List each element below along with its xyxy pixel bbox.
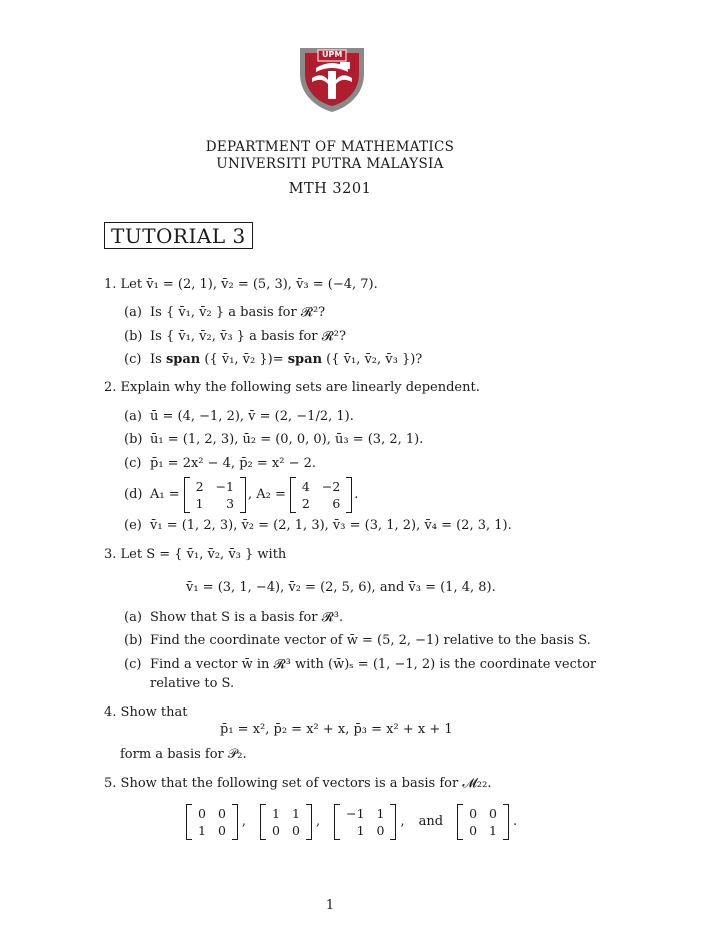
q4-tail: form a basis for 𝒫₂. [120,747,247,762]
q2-a-text: ū = (4, −1, 2), v̄ = (2, −1/2, 1). [150,409,354,424]
and-word: and [418,813,444,829]
matrix-cell: −2 [321,479,341,494]
separator: , [315,813,321,829]
q1-stem: 1. Let v̄₁ = (2, 1), v̄₂ = (5, 3), v̄₃ = (−4, 7). [104,277,378,292]
q2-b [124,432,423,448]
matrix-cell: 3 [226,496,235,511]
matrix-a2 [290,477,352,513]
q2-e-label: (e) [124,518,142,533]
end-period: . [512,813,518,829]
matrix-a1 [184,477,246,513]
department-heading: DEPARTMENT OF MATHEMATICS [205,139,455,155]
separator: , [241,813,247,829]
bracket-right [232,804,238,840]
matrix-cell: 1 [198,823,206,838]
matrix-cell: 1 [376,806,385,821]
bracket-right [503,804,509,840]
q1-c-mid: ({ v̄₁, v̄₂ })= [200,352,288,367]
matrix-cell: 4 [301,479,310,494]
q3-vectors: v̄₁ = (3, 1, −4), v̄₂ = (2, 5, 6), and v̄₃ = (1, 4, 8). [186,580,496,595]
q2-a [124,409,354,425]
university-heading: UNIVERSITI PUTRA MALAYSIA [216,156,444,172]
q2-d [124,477,358,513]
q1-c-label: (c) [124,352,142,367]
q1-c [124,352,422,368]
logo-text: UPM [322,50,343,59]
q5-matrices [186,804,521,840]
matrix-cell: 0 [489,806,497,821]
q3-b-label: (b) [124,633,143,648]
q3-a-label: (a) [124,610,142,625]
upm-logo [296,44,368,114]
q2-stem: 2. Explain why the following sets are linearly dependent. [104,380,480,395]
q3-c [124,657,596,673]
tutorial-title: TUTORIAL 3 [104,222,253,249]
matrix-cell: 0 [217,823,226,838]
separator: , [400,813,405,829]
matrix-cell: 2 [195,479,204,494]
q2-e [124,518,512,534]
q2-b-text: ū₁ = (1, 2, 3), ū₂ = (0, 0, 0), ū₃ = (3, 2, 1). [150,432,424,447]
q3-a [124,610,343,626]
q3-a-text: Show that S is a basis for 𝓡³. [150,610,344,625]
matrix-m3 [334,804,396,840]
matrix-m4 [457,804,509,840]
q2-d-label: (d) [124,486,143,502]
q1-b-text: Is { v̄₁, v̄₂, v̄₃ } a basis for 𝓡²? [150,329,346,344]
q3-c-cont: relative to S. [150,676,235,691]
page-number: 1 [325,898,335,913]
matrix-cell: −1 [215,479,235,494]
matrix-cell: 0 [198,806,206,821]
matrix-cell: 2 [301,496,310,511]
matrix-cell: 0 [376,823,385,838]
bracket-right [390,804,396,840]
q2-d-a2: , A₂ = [248,486,286,502]
q2-c-label: (c) [124,456,142,471]
q1-a [124,305,325,321]
matrix-cell: 1 [292,806,300,821]
q4-equation: p̄₁ = x², p̄₂ = x² + x, p̄₃ = x² + x + 1 [220,722,453,737]
bracket-right [306,804,312,840]
matrix-cell: 0 [217,806,226,821]
matrix-cell: 1 [272,806,280,821]
matrix-cell: 0 [272,823,280,838]
q2-c-text: p̄₁ = 2x² − 4, p̄₂ = x² − 2. [150,456,316,471]
q3-stem: 3. Let S = { v̄₁, v̄₂, v̄₃ } with [104,547,287,562]
matrix-cell: 0 [469,823,478,838]
matrix-cell: 1 [195,496,204,511]
q2-c [124,456,316,472]
q4-stem: 4. Show that [104,705,188,720]
matrix-m2 [260,804,312,840]
matrix-cell: −1 [346,806,365,821]
matrix-cell: 1 [489,823,497,838]
matrix-cell: 0 [469,806,478,821]
course-code: MTH 3201 [288,181,372,197]
q5-stem: 5. Show that the following set of vectors is a basis for 𝓜₂₂. [104,776,492,791]
q2-b-label: (b) [124,432,143,447]
matrix-cell: 0 [292,823,300,838]
q1-c-span1: span [165,352,201,367]
matrix-m1 [186,804,238,840]
q2-e-text: v̄₁ = (1, 2, 3), v̄₂ = (2, 1, 3), v̄₃ = (3, 1, 2), v̄₄ = (2, 3, 1). [150,518,512,533]
q1-b [124,329,346,345]
q2-a-label: (a) [124,409,142,424]
q1-a-label: (a) [124,305,142,320]
q1-b-label: (b) [124,329,143,344]
q3-c-text: Find a vector w̄ in 𝓡³ with (w̄)ₛ = (1, −1, 2) is the coordinate vector [150,657,597,672]
q2-d-end: . [354,486,359,502]
matrix-cell: 1 [356,823,365,838]
bracket-right [346,477,352,513]
q1-a-text: Is { v̄₁, v̄₂ } a basis for 𝓡²? [150,305,326,320]
q3-c-label: (c) [124,657,142,672]
q2-d-a1: A₁ = [150,486,180,502]
q3-b-text: Find the coordinate vector of w̄ = (5, 2, −1) relative to the basis S. [150,633,591,648]
q1-c-pre: Is [150,352,166,367]
q3-b [124,633,591,649]
bracket-right [240,477,246,513]
matrix-cell: 6 [332,496,341,511]
q1-c-post: ({ v̄₁, v̄₂, v̄₃ })? [322,352,423,367]
q1-c-span2: span [287,352,323,367]
